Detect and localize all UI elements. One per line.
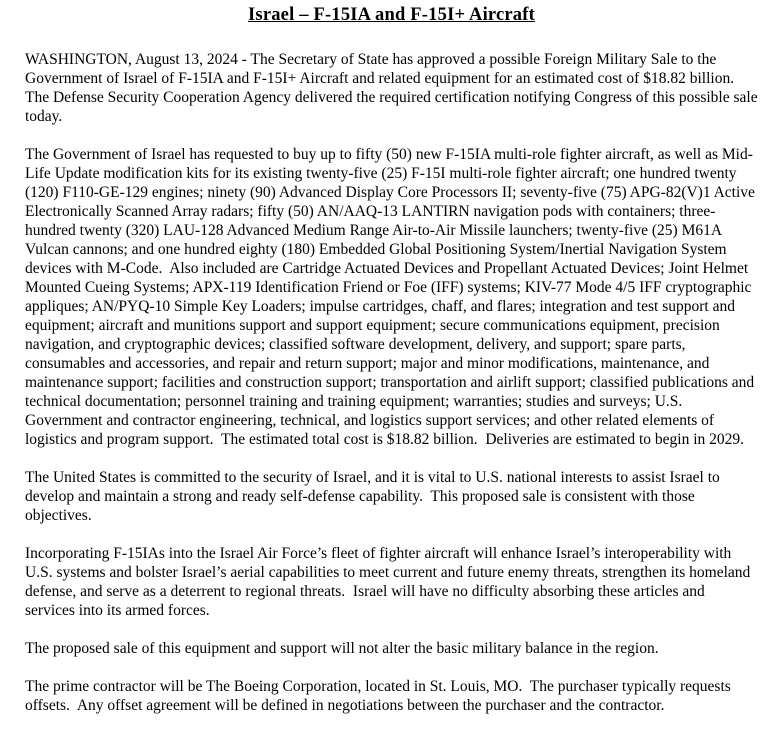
document-title: Israel – F-15IA and F-15I+ Aircraft: [248, 5, 535, 25]
paragraph-interoperability: Incorporating F-15IAs into the Israel Air Force’s fleet of fighter aircraft will enhance Israel’s interoperability with U.S. systems and bolster Israel’s aerial capabilities to meet current and future enemy threats, strengthen its homeland defense, and serve as a deterrent to regional threats. Israel will have no difficulty absorbing these articles and services into its armed forces.: [25, 545, 755, 619]
paragraph-prime-contractor: The prime contractor will be The Boeing Corporation, located in St. Louis, MO. The purchaser typically requests offsets. Any offset agreement will be defined in negotiations between the purchaser and the contractor.: [25, 678, 735, 714]
paragraph-military-balance: The proposed sale of this equipment and support will not alter the basic military balance in the region.: [25, 640, 659, 657]
paragraph-us-commitment: The United States is committed to the security of Israel, and it is vital to U.S. national interests to assist Israel to develop and maintain a strong and ready self-defense capability. This proposed sale is consistent with those objectives.: [25, 469, 724, 524]
paragraph-equipment-list: The Government of Israel has requested to buy up to fifty (50) new F-15IA multi-role fighter aircraft, as well as Mid-Life Update modification kits for its existing twenty-five (25) F-15I multi-role fighter aircraft; one hundred twenty (120) F110-GE-129 engines; ninety (90) Advanced Display Core Processors II; seventy-five (75) APG-82(V)1 Active Electronically Scanned Array radars; fifty (50) AN/AAQ-13 LANTIRN navigation pods with containers; three-hundred twenty (320) LAU-128 Advanced Medium Range Air-to-Air Missile launchers; twenty-five (25) M61A Vulcan cannons; and one hundred eighty (180) Embedded Global Positioning System/Inertial Navigation System devices with M-Code. Also included are Cartridge Actuated Devices and Propellant Actuated Devices; Joint Helmet Mounted Cueing Systems; APX-119 Identification Friend or Foe (IFF) systems; KIV-77 Mode 4/5 IFF cryptographic appliques; AN/PYQ-10 Simple Key Loaders; impulse cartridges, chaff, and flares; integration and test support and equipment; aircraft and munitions support and support equipment; secure communications equipment, precision navigation, and cryptographic devices; classified software development, delivery, and support; spare parts, consumables and accessories, and repair and return support; major and minor modifications, maintenance, and maintenance support; facilities and construction support; transportation and airlift support; classified publications and technical documentation; personnel training and training equipment; warranties; studies and surveys; U.S. Government and contractor engineering, technical, and logistics support services; and other related elements of logistics and program support. The estimated total cost is $18.82 billion. Deliveries are estimated to begin in 2029.: [25, 146, 759, 448]
paragraph-dateline-summary: WASHINGTON, August 13, 2024 - The Secretary of State has approved a possible Foreign Military Sale to the Government of Israel of F-15IA and F-15I+ Aircraft and related equipment for an estimated cost of $18.82 billion. The Defense Security Cooperation Agency delivered the required certification notifying Congress of this possible sale today.: [25, 51, 762, 125]
